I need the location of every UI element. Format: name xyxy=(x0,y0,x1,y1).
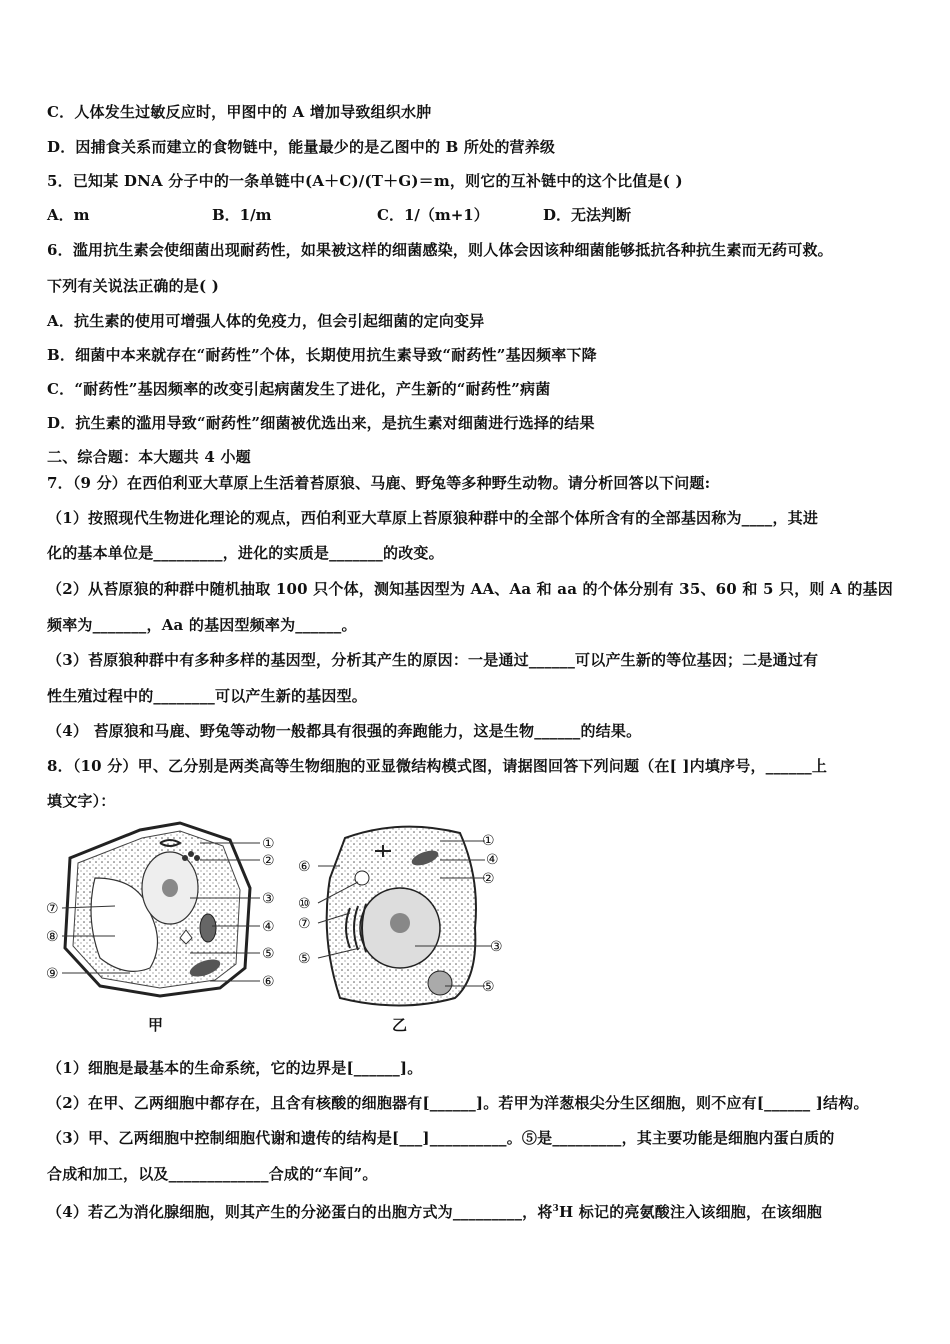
option-d-line: D．因捕食关系而建立的食物链中，能量最少的是乙图中的 B 所处的营养级 xyxy=(47,138,556,156)
animal-label-5a: ⑤ xyxy=(298,951,311,967)
animal-label-6: ⑥ xyxy=(298,859,311,875)
animal-label-4: ④ xyxy=(486,852,499,868)
option-c: C．1/（m+1） xyxy=(377,206,489,224)
section-heading: 二、综合题：本大题共 4 小题 xyxy=(47,448,251,466)
q8-part4-a: （4）若乙为消化腺细胞，则其产生的分泌蛋白的出胞方式为_________，将 xyxy=(47,1203,553,1221)
plant-cell xyxy=(62,823,260,996)
q7-part3: （3）苔原狼种群中有多种多样的基因型，分析其产生的原因：一是通过______可以产生新的等位基因；二是通过有 xyxy=(47,651,819,669)
plant-label-6: ⑥ xyxy=(262,974,275,990)
plant-label-2: ② xyxy=(262,853,275,869)
plant-label-9: ⑨ xyxy=(46,966,59,982)
option-c-line: C．人体发生过敏反应时，甲图中的 A 增加导致组织水肿 xyxy=(47,103,432,121)
plant-label-8: ⑧ xyxy=(46,929,59,945)
question-8-cont: 填文字）： xyxy=(47,792,116,810)
animal-label-2: ② xyxy=(482,871,495,887)
q8-part3: （3）甲、乙两细胞中控制细胞代谢和遗传的结构是[___]__________。⑤是_________，其主要功能是细胞内蛋白质的 xyxy=(47,1129,835,1147)
plant-label-5: ⑤ xyxy=(262,946,275,962)
option-b: B．1/m xyxy=(212,206,272,224)
animal-cell xyxy=(318,827,492,1006)
plant-label-1: ① xyxy=(262,836,275,852)
superscript-3: 3 xyxy=(552,1204,560,1214)
q7-part1: （1）按照现代生物进化理论的观点，西伯利亚大草原上苔原狼种群中的全部个体所含有的全部基因称为____，其进 xyxy=(47,509,819,527)
animal-label-10: ⑩ xyxy=(298,896,311,912)
q8-part1: （1）细胞是最基本的生命系统，它的边界是[______]。 xyxy=(47,1059,423,1077)
q6-option-d: D．抗生素的滥用导致“耐药性”细菌被优选出来，是抗生素对细菌进行选择的结果 xyxy=(47,414,595,432)
question-7: 7．（9 分）在西伯利亚大草原上生活着苔原狼、马鹿、野兔等多种野生动物。请分析回答以下问题: xyxy=(47,474,711,492)
caption-jia: 甲 xyxy=(148,1016,164,1034)
question-5: 5．已知某 DNA 分子中的一条单链中(A＋C)/(T＋G)＝m，则它的互补链中的这个比值是( ) xyxy=(47,172,683,190)
q7-part2: （2）从苔原狼的种群中随机抽取 100 只个体，测知基因型为 AA、Aa 和 aa 的个体分别有 35、60 和 5 只，则 A 的基因 xyxy=(47,580,893,598)
animal-label-1: ① xyxy=(482,833,495,849)
question-8: 8．（10 分）甲、乙分别是两类高等生物细胞的亚显微结构模式图，请据图回答下列问题（在[ ]内填序号，______上 xyxy=(47,757,828,775)
q7-part4: （4） 苔原狼和马鹿、野兔等动物一般都具有很强的奔跑能力，这是生物______的结果。 xyxy=(47,722,642,740)
plant-label-7: ⑦ xyxy=(46,901,59,917)
q6-option-c: C．“耐药性”基因频率的改变引起病菌发生了进化，产生新的“耐药性”病菌 xyxy=(47,380,551,398)
plant-label-4: ④ xyxy=(262,919,275,935)
q8-part3-cont: 合成和加工，以及_____________合成的“车间”。 xyxy=(47,1165,378,1183)
q7-part1-cont: 化的基本单位是_________，进化的实质是_______的改变。 xyxy=(47,544,444,562)
question-6-stem: 下列有关说法正确的是( ) xyxy=(47,277,220,295)
q7-part3-cont: 性生殖过程中的________可以产生新的基因型。 xyxy=(47,687,368,705)
question-6: 6．滥用抗生素会使细菌出现耐药性，如果被这样的细菌感染，则人体会因该种细菌能够抵抗各种抗生素而无药可救。 xyxy=(47,241,833,259)
q6-option-a: A．抗生素的使用可增强人体的免疫力，但会引起细菌的定向变异 xyxy=(47,312,485,330)
q6-option-b: B．细菌中本来就存在“耐药性”个体，长期使用抗生素导致“耐药性”基因频率下降 xyxy=(47,346,597,364)
q8-part2: （2）在甲、乙两细胞中都存在，且含有核酸的细胞器有[______]。若甲为洋葱根尖分生区细胞，则不应有[______ ]结构。 xyxy=(47,1094,869,1112)
cell-diagrams-svg xyxy=(40,818,530,1038)
q8-part4-b: H 标记的亮氨酸注入该细胞，在该细胞 xyxy=(559,1203,823,1221)
option-d: D．无法判断 xyxy=(543,206,632,224)
animal-label-5b: ⑤ xyxy=(482,979,495,995)
plant-label-3: ③ xyxy=(262,891,275,907)
q7-part2-cont: 频率为_______，Aa 的基因型频率为______。 xyxy=(47,616,357,634)
animal-label-7: ⑦ xyxy=(298,916,311,932)
animal-label-3: ③ xyxy=(490,939,503,955)
q8-part4 xyxy=(47,1199,822,1222)
cell-diagram-figure xyxy=(40,818,530,1038)
option-a: A．m xyxy=(47,206,90,224)
caption-yi: 乙 xyxy=(392,1016,408,1034)
